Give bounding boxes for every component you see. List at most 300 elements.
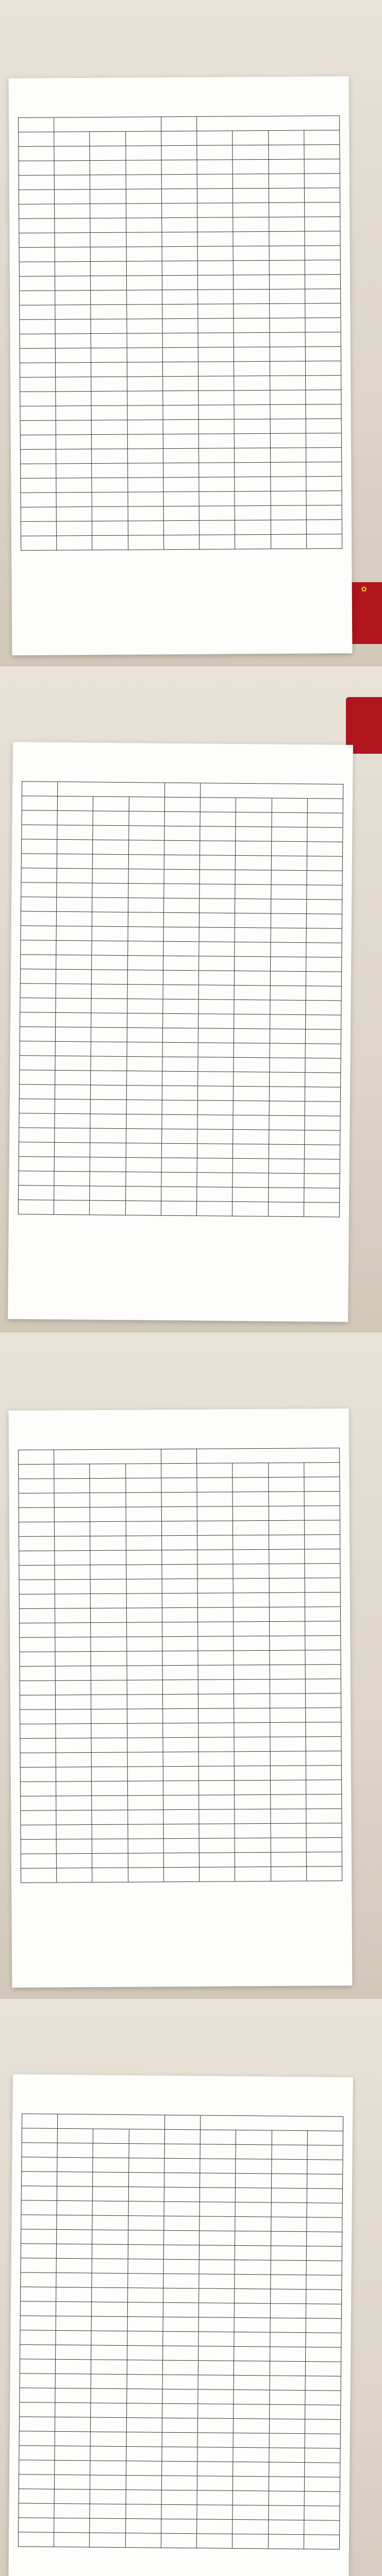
- table-cell: [232, 2534, 268, 2549]
- table-cell: [198, 1766, 234, 1781]
- table-cell: [269, 202, 304, 217]
- table-cell: [91, 1651, 126, 1666]
- table-cell: [21, 2200, 57, 2215]
- table-cell: [270, 347, 305, 361]
- table-cell: [92, 912, 128, 927]
- table-cell: [21, 493, 56, 507]
- table-cell: [128, 826, 164, 841]
- table-cell: [56, 420, 91, 435]
- table-cell: [234, 1751, 270, 1766]
- table-cell: [21, 2287, 56, 2302]
- table-cell: [197, 2433, 233, 2448]
- table-cell: [56, 2330, 91, 2345]
- table-cell: [270, 1029, 305, 1044]
- table-cell: [234, 318, 269, 332]
- table-cell: [234, 1708, 270, 1722]
- table-cell: [270, 1665, 305, 1679]
- table-cell: [90, 146, 125, 160]
- table-cell: [56, 2345, 91, 2360]
- sheet-title: [18, 92, 340, 103]
- table-cell: [163, 434, 198, 448]
- table-cell: [162, 2360, 198, 2375]
- table-cell: [197, 2519, 232, 2534]
- table-cell: [20, 1738, 56, 1753]
- table-cell: [198, 1665, 234, 1680]
- table-cell: [56, 1796, 92, 1810]
- table-cell: [55, 1056, 91, 1071]
- sheet-title: [18, 1424, 340, 1435]
- table-cell: [162, 1579, 197, 1593]
- table-cell: [90, 232, 126, 247]
- table-cell: [92, 1767, 127, 1781]
- table-cell: [56, 435, 92, 449]
- table-cell: [269, 2390, 305, 2405]
- table-cell: [306, 1722, 341, 1737]
- date-value: [54, 1449, 161, 1464]
- table-cell: [19, 132, 54, 146]
- table-row: [19, 1535, 340, 1551]
- table-cell: [306, 2261, 342, 2276]
- table-cell: [163, 448, 198, 463]
- table-cell: [235, 1867, 271, 1881]
- table-cell: [163, 477, 199, 492]
- table-cell: [91, 304, 126, 319]
- table-cell: [304, 188, 340, 202]
- table-cell: [198, 1636, 234, 1651]
- table-cell: [163, 1809, 199, 1824]
- table-cell: [90, 2504, 125, 2519]
- table-cell: [162, 1042, 198, 1057]
- table-cell: [269, 1159, 304, 1174]
- table-cell: [55, 1623, 91, 1637]
- table-row: [19, 1607, 340, 1623]
- table-cell: [199, 2289, 235, 2303]
- table-cell: [307, 2160, 342, 2175]
- table-cell: [19, 276, 55, 291]
- table-cell: [200, 841, 236, 856]
- table-cell: [163, 912, 199, 927]
- table-cell: [164, 797, 200, 812]
- table-cell: [305, 260, 340, 275]
- table-cell: [55, 1580, 90, 1594]
- table-cell: [234, 1737, 270, 1751]
- table-cell: [200, 1867, 235, 1882]
- table-cell: [92, 1810, 127, 1824]
- table-cell: [269, 1492, 304, 1506]
- table-row: [20, 433, 341, 450]
- table-cell: [127, 348, 162, 362]
- sheet-title: [22, 757, 343, 769]
- table-cell: [235, 899, 271, 913]
- table-cell: [304, 1492, 340, 1506]
- table-cell: [271, 2188, 307, 2203]
- table-cell: [93, 2143, 128, 2158]
- table-cell: [164, 2144, 200, 2159]
- table-cell: [126, 2490, 161, 2505]
- table-cell: [55, 1608, 91, 1623]
- duty-label: [164, 2115, 200, 2130]
- table-cell: [232, 1201, 268, 1216]
- table-cell: [306, 2304, 341, 2319]
- table-cell: [199, 1795, 235, 1809]
- table-cell: [56, 1753, 91, 1767]
- table-cell: [92, 1824, 127, 1839]
- table-cell: [161, 1143, 197, 1158]
- table-row: [19, 1564, 340, 1580]
- table-cell: [19, 247, 55, 262]
- table-cell: [306, 928, 342, 943]
- table-cell: [57, 911, 92, 926]
- table-cell: [90, 1565, 126, 1579]
- table-cell: [234, 275, 269, 289]
- table-cell: [305, 1087, 340, 1102]
- table-cell: [20, 1623, 55, 1637]
- table-cell: [198, 434, 234, 448]
- table-cell: [56, 1810, 92, 1825]
- table-cell: [128, 927, 163, 942]
- table-cell: [197, 1463, 232, 1478]
- table-cell: [306, 462, 341, 477]
- table-cell: [233, 2462, 269, 2477]
- table-cell: [91, 1622, 126, 1637]
- table-cell: [56, 1012, 91, 1027]
- table-cell: [161, 1172, 197, 1187]
- table-cell: [270, 404, 305, 419]
- table-cell: [126, 290, 162, 304]
- table-cell: [55, 1128, 90, 1143]
- table-row: [21, 1838, 342, 1854]
- table-cell: [91, 984, 127, 999]
- table-cell: [268, 2505, 304, 2520]
- table-cell: [163, 492, 199, 506]
- table-cell: [21, 1839, 56, 1854]
- table-cell: [92, 2259, 127, 2274]
- table-cell: [162, 1550, 197, 1564]
- table-cell: [304, 2477, 340, 2492]
- table-cell: [21, 940, 56, 955]
- table-cell: [304, 2492, 340, 2506]
- table-cell: [92, 2302, 127, 2317]
- table-cell: [55, 1522, 90, 1536]
- table-cell: [163, 2302, 198, 2317]
- table-cell: [92, 1781, 127, 1795]
- table-cell: [200, 798, 236, 812]
- table-cell: [161, 131, 197, 145]
- table-cell: [163, 999, 198, 1014]
- table-cell: [92, 2215, 128, 2230]
- table-cell: [92, 2244, 128, 2259]
- table-cell: [20, 2359, 55, 2374]
- table-cell: [127, 999, 162, 1014]
- date-label: [22, 2114, 57, 2129]
- table-cell: [127, 941, 163, 956]
- table-cell: [161, 189, 197, 203]
- table-cell: [235, 1838, 270, 1852]
- table-cell: [199, 927, 235, 942]
- table-cell: [55, 2460, 90, 2475]
- table-cell: [198, 1708, 234, 1723]
- table-cell: [127, 1752, 163, 1767]
- table-row: [19, 202, 340, 219]
- table-cell: [21, 2258, 56, 2273]
- table-row: [20, 404, 341, 421]
- table-cell: [55, 1536, 90, 1551]
- table-row: [21, 491, 342, 507]
- table-cell: [91, 405, 127, 420]
- table-row: [20, 376, 341, 392]
- table-cell: [163, 1824, 199, 1838]
- table-cell: [164, 840, 200, 855]
- table-cell: [91, 2360, 127, 2375]
- table-cell: [197, 1550, 233, 1564]
- table-cell: [305, 1015, 341, 1030]
- date-label: [19, 1450, 54, 1464]
- table-cell: [126, 2504, 161, 2519]
- table-cell: [127, 2346, 162, 2361]
- table-cell: [162, 333, 198, 347]
- table-cell: [91, 998, 127, 1013]
- table-cell: [127, 1028, 162, 1043]
- table-cell: [93, 2158, 128, 2173]
- table-cell: [127, 1680, 162, 1694]
- table-cell: [198, 304, 234, 318]
- table-cell: [304, 1506, 340, 1520]
- table-cell: [19, 1507, 54, 1522]
- table-cell: [19, 1099, 55, 1114]
- table-cell: [90, 1478, 125, 1493]
- table-cell: [56, 2273, 92, 2287]
- table-cell: [234, 2361, 270, 2376]
- table-cell: [54, 1493, 90, 1507]
- table-cell: [21, 1854, 56, 1868]
- table-cell: [20, 363, 55, 377]
- table-cell: [268, 130, 304, 145]
- table-cell: [128, 2201, 164, 2216]
- sheet-photo: [0, 1332, 382, 1998]
- table-cell: [270, 2318, 306, 2333]
- table-cell: [200, 899, 235, 913]
- table-cell: [92, 2273, 127, 2288]
- table-cell: [271, 827, 307, 842]
- table-cell: [90, 2475, 126, 2490]
- registration-table: [18, 2113, 343, 2549]
- table-cell: [232, 2519, 268, 2534]
- table-cell: [19, 161, 54, 175]
- table-cell: [234, 303, 269, 318]
- table-cell: [91, 247, 126, 261]
- table-cell: [56, 940, 92, 955]
- table-cell: [232, 1463, 268, 1477]
- table-cell: [55, 334, 91, 348]
- table-cell: [92, 463, 127, 478]
- table-cell: [19, 1493, 54, 1507]
- table-cell: [162, 2418, 197, 2433]
- table-cell: [20, 392, 56, 406]
- table-cell: [92, 970, 127, 985]
- table-cell: [92, 2230, 128, 2245]
- table-cell: [91, 333, 127, 348]
- table-cell: [306, 2290, 341, 2304]
- table-cell: [270, 1751, 306, 1766]
- table-cell: [129, 2129, 164, 2144]
- table-cell: [271, 534, 306, 549]
- table-row: [19, 130, 340, 147]
- table-cell: [163, 985, 198, 999]
- table-cell: [235, 448, 270, 462]
- table-cell: [270, 1708, 305, 1722]
- table-cell: [91, 2432, 126, 2447]
- table-cell: [198, 1723, 234, 1737]
- table-cell: [271, 2174, 307, 2189]
- table-cell: [163, 2317, 198, 2332]
- table-cell: [306, 1737, 341, 1751]
- table-cell: [162, 2403, 197, 2418]
- table-cell: [90, 2518, 125, 2533]
- table-cell: [162, 290, 197, 304]
- table-cell: [90, 2533, 125, 2548]
- table-cell: [91, 2316, 127, 2331]
- table-cell: [163, 2331, 198, 2346]
- table-cell: [235, 1809, 270, 1823]
- table-cell: [56, 392, 91, 406]
- table-cell: [199, 477, 235, 492]
- table-cell: [233, 1506, 269, 1520]
- table-cell: [126, 1521, 161, 1536]
- table-cell: [91, 276, 126, 290]
- table-cell: [236, 826, 271, 841]
- table-row: [21, 462, 342, 479]
- table-cell: [197, 1478, 232, 1492]
- table-cell: [270, 1693, 305, 1708]
- table-cell: [198, 2404, 234, 2419]
- table-cell: [233, 1520, 269, 1535]
- table-cell: [305, 1058, 341, 1073]
- table-cell: [198, 275, 234, 290]
- table-cell: [233, 2433, 269, 2448]
- table-cell: [127, 478, 163, 492]
- sheet-photo: [0, 666, 382, 1332]
- table-cell: [57, 2244, 92, 2259]
- sheet-photo: [0, 1998, 382, 2576]
- table-cell: [93, 2172, 128, 2187]
- table-cell: [164, 884, 200, 899]
- table-cell: [306, 477, 342, 491]
- table-cell: [306, 2275, 342, 2290]
- table-cell: [305, 1607, 340, 1621]
- table-cell: [161, 2476, 197, 2490]
- table-cell: [271, 841, 307, 856]
- table-cell: [162, 1622, 197, 1636]
- table-cell: [269, 1087, 305, 1101]
- table-cell: [55, 204, 90, 218]
- table-cell: [55, 1594, 90, 1608]
- table-cell: [57, 2186, 92, 2201]
- table-cell: [269, 1578, 305, 1592]
- table-cell: [164, 869, 200, 884]
- table-cell: [235, 870, 271, 885]
- table-cell: [91, 1694, 127, 1709]
- table-cell: [305, 1693, 341, 1708]
- table-cell: [92, 1839, 128, 1853]
- table-cell: [307, 842, 342, 857]
- table-cell: [198, 2332, 234, 2347]
- table-cell: [20, 969, 56, 984]
- table-cell: [55, 1652, 91, 1666]
- table-cell: [126, 2476, 161, 2490]
- table-cell: [19, 190, 54, 204]
- table-cell: [305, 1592, 340, 1607]
- table-cell: [54, 1200, 90, 1215]
- table-cell: [198, 1752, 234, 1766]
- table-cell: [22, 810, 57, 825]
- table-cell: [198, 1057, 234, 1072]
- table-cell: [127, 463, 163, 478]
- table-cell: [305, 318, 341, 332]
- table-row: [19, 145, 340, 161]
- table-cell: [268, 2534, 304, 2549]
- table-cell: [127, 1042, 162, 1057]
- duty-value: [201, 783, 343, 799]
- table-cell: [234, 2317, 270, 2332]
- table-cell: [233, 1549, 269, 1564]
- table-cell: [305, 1564, 340, 1578]
- table-cell: [197, 1115, 233, 1130]
- table-cell: [20, 319, 55, 334]
- table-cell: [55, 247, 90, 262]
- table-cell: [270, 419, 306, 433]
- table-cell: [57, 1868, 92, 1883]
- table-cell: [162, 2346, 198, 2361]
- table-cell: [235, 927, 270, 942]
- table-cell: [56, 464, 92, 478]
- table-row: [20, 303, 341, 320]
- table-cell: [127, 1694, 162, 1709]
- table-cell: [235, 520, 271, 534]
- table-cell: [270, 477, 306, 491]
- table-cell: [128, 2173, 164, 2188]
- table-row: [20, 1636, 341, 1652]
- table-cell: [128, 2259, 163, 2274]
- table-cell: [270, 2275, 306, 2290]
- duty-value: [197, 1448, 340, 1464]
- table-cell: [90, 1550, 126, 1565]
- table-cell: [305, 289, 340, 303]
- table-cell: [90, 1172, 125, 1187]
- table-cell: [161, 1201, 196, 1216]
- table-cell: [161, 1492, 197, 1506]
- table-row: [20, 419, 341, 435]
- table-cell: [56, 1782, 92, 1796]
- table-cell: [161, 1129, 197, 1144]
- table-cell: [128, 535, 163, 550]
- table-cell: [270, 433, 306, 448]
- table-cell: [93, 854, 128, 869]
- table-cell: [234, 419, 270, 433]
- table-cell: [127, 2288, 163, 2303]
- table-cell: [128, 2230, 163, 2245]
- table-cell: [235, 942, 270, 957]
- table-cell: [19, 233, 55, 247]
- table-cell: [54, 1507, 90, 1522]
- table-cell: [22, 2143, 57, 2158]
- table-cell: [269, 1058, 305, 1073]
- table-cell: [129, 811, 164, 826]
- table-cell: [163, 391, 198, 405]
- table-cell: [93, 796, 129, 811]
- table-cell: [306, 1823, 342, 1838]
- table-cell: [163, 405, 198, 419]
- table-cell: [20, 2316, 56, 2331]
